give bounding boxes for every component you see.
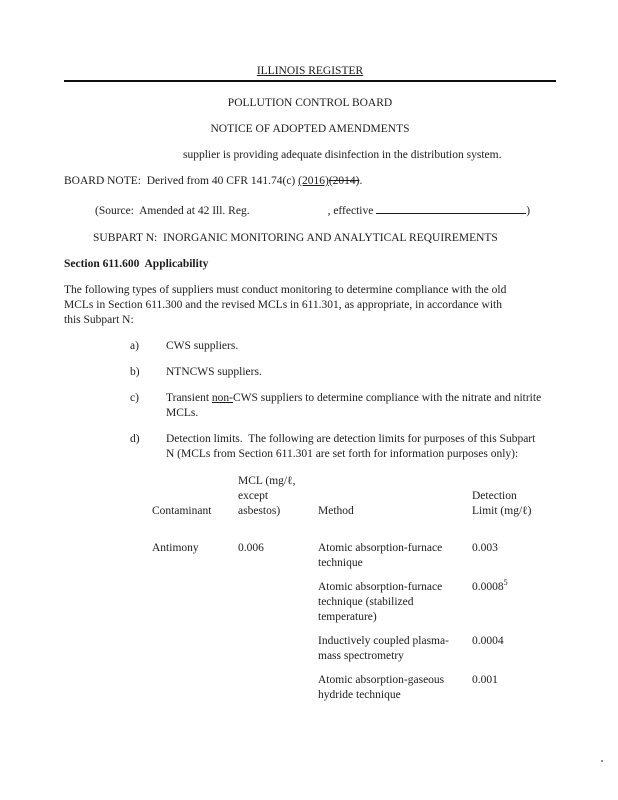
- table-row: [152, 580, 556, 625]
- list-item-b: b) NTNCWS suppliers.: [130, 366, 262, 378]
- list-label-c: c): [130, 392, 139, 404]
- source-line: (Source: Amended at 42 Ill. Reg. , effective ): [95, 201, 556, 219]
- detection-limits-table: [152, 474, 556, 703]
- continuation-text: supplier is providing adequate disinfection in the distribution system.: [183, 149, 502, 161]
- cell-detection: 0.0008$^5$: [472, 578, 508, 593]
- list-label-b: b): [130, 366, 140, 378]
- header-detection-limit: Detection Limit (mg/ℓ): [472, 490, 532, 517]
- inserted-text: (2016): [298, 175, 329, 187]
- table-row: [152, 541, 556, 571]
- header-method: Method: [318, 505, 354, 517]
- org-title: POLLUTION CONTROL BOARD: [227, 97, 393, 109]
- list-label-a: a): [130, 340, 139, 352]
- list-label-d: d): [130, 433, 140, 445]
- board-note: BOARD NOTE: Derived from 40 CFR 141.74(c) (2016)(2014).: [64, 175, 363, 187]
- inserted-text: non-: [211, 392, 233, 404]
- table-header: [152, 474, 556, 519]
- subpart-heading: SUBPART N: INORGANIC MONITORING AND ANALYTICAL REQUIREMENTS: [93, 232, 498, 244]
- cell-mcl: 0.006: [238, 542, 264, 554]
- cell-method: Atomic absorption-furnace technique: [318, 542, 443, 569]
- table-row: [152, 673, 556, 703]
- footnote-marker: 5: [503, 578, 508, 588]
- table-row: [152, 634, 556, 664]
- list-item-c: c) Transient non-CWS suppliers to determine compliance with the nitrate and nitrite MCLs.: [130, 392, 542, 419]
- effective-date-blank: [376, 201, 526, 214]
- cell-detection: 0.0004: [472, 635, 504, 647]
- cell-method: Atomic absorption-furnace technique (stabilized temperature): [318, 581, 443, 623]
- cell-detection: 0.001: [472, 674, 498, 686]
- section-heading: Section 611.600 Applicability: [64, 258, 209, 270]
- cell-method: Inductively coupled plasma- mass spectrometry: [318, 635, 449, 662]
- header-contaminant: Contaminant: [152, 505, 212, 517]
- cell-contaminant: Antimony: [152, 542, 199, 554]
- register-header-rule: [64, 64, 556, 82]
- page-title: ILLINOIS REGISTER: [256, 65, 364, 77]
- intro-paragraph: The following types of suppliers must conduct monitoring to determine compliance with the old MCLs in Section 611.300 and the revised MCLs in 611.301, as appropriate, in accordance with this Subpart N:: [64, 284, 507, 326]
- notice-title: NOTICE OF ADOPTED AMENDMENTS: [210, 123, 410, 135]
- deleted-text: (2014): [328, 175, 360, 187]
- list-item-a: a) CWS suppliers.: [130, 340, 239, 352]
- scan-artifact: [601, 760, 603, 762]
- list-item-d: d) Detection limits. The following are detection limits for purposes of this Subpart N (MCLs from Section 611.301 are set forth for information purposes only):: [130, 433, 536, 460]
- cell-method: Atomic absorption-gaseous hydride technique: [318, 674, 445, 701]
- header-mcl: MCL (mg/ℓ, except asbestos): [238, 475, 296, 517]
- cell-detection: 0.003: [472, 542, 498, 554]
